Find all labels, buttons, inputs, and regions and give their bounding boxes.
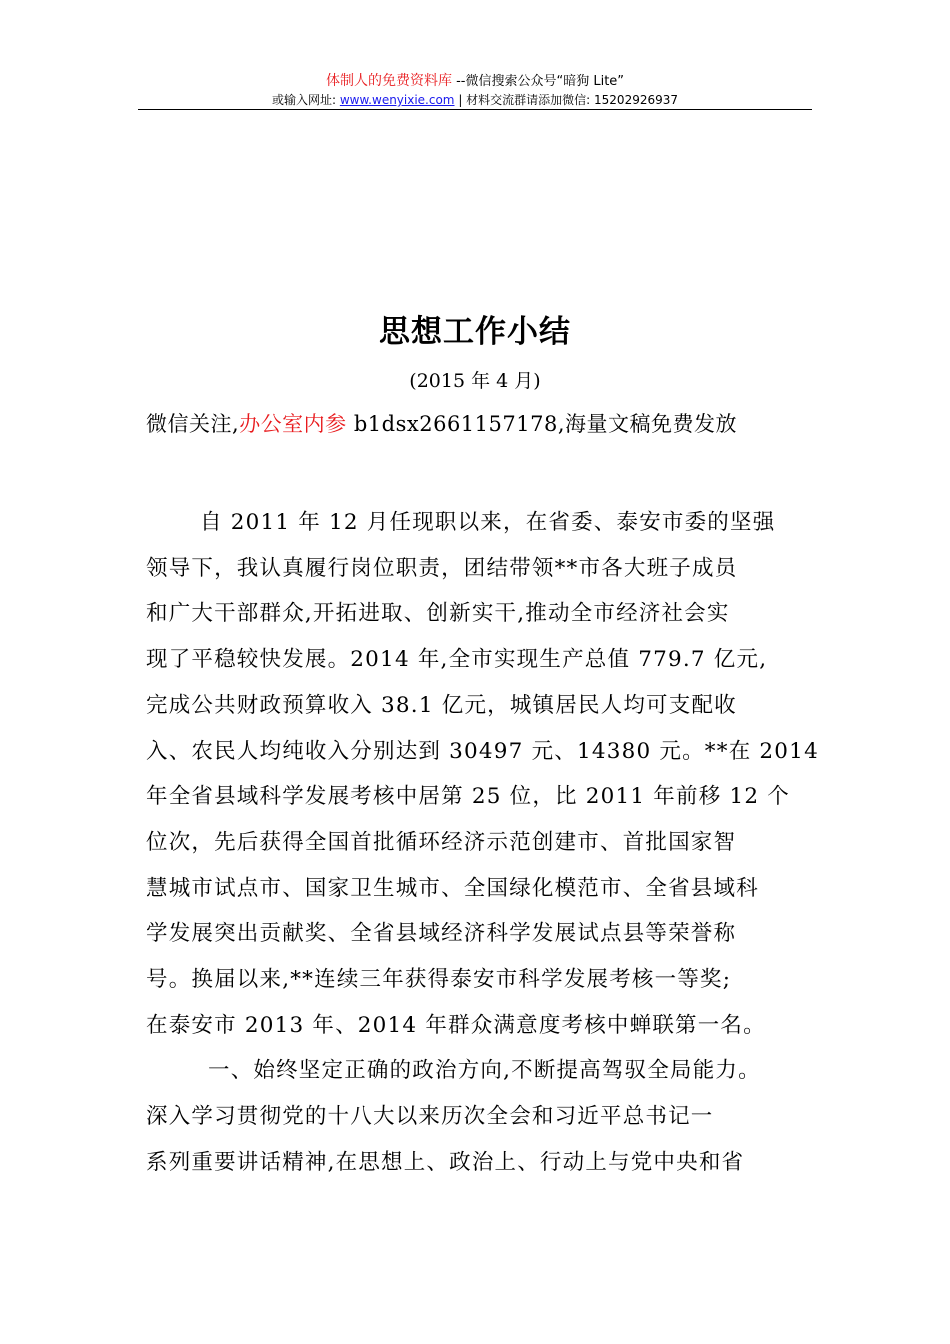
text-line: 和广大干部群众,开拓进取、创新实干,推动全市经济社会实 xyxy=(146,601,730,627)
text-line: 现了平稳较快发展。2014 年,全市实现生产总值 779.7 亿元, xyxy=(146,647,768,673)
promo-prefix: 微信关注, xyxy=(146,412,240,436)
document-date: (2015 年 4 月) xyxy=(409,370,541,392)
website-link[interactable]: www.wenyixie.com xyxy=(339,93,455,107)
header-line-2 xyxy=(138,91,812,109)
paragraph-1 xyxy=(146,500,819,1048)
header-line-1 xyxy=(138,72,812,91)
url-prefix: 或输入网址: xyxy=(271,93,340,107)
text-line: 位次，先后获得全国首批循环经济示范创建市、首批国家智 xyxy=(146,829,737,855)
section-heading-line: 一、始终坚定正确的政治方向,不断提高驾驭全局能力。 xyxy=(208,1058,761,1084)
document-title: 思想工作小结 xyxy=(379,314,571,350)
brand-text: 体制人的免费资料库 xyxy=(325,73,452,89)
document-body xyxy=(146,500,819,1186)
page-header xyxy=(138,72,812,109)
contact-text: | 材料交流群请添加微信: 15202926937 xyxy=(454,93,679,107)
promo-highlight: 办公室内参 xyxy=(239,412,347,436)
header-divider xyxy=(138,109,812,110)
text-line: 完成公共财政预算收入 38.1 亿元，城镇居民人均可支配收 xyxy=(146,692,737,718)
paragraph-2 xyxy=(146,1048,814,1185)
text-line: 慧城市试点市、国家卫生城市、全国绿化模范市、全省县域科 xyxy=(146,875,759,901)
text-line: 自 2011 年 12 月任现职以来，在省委、泰安市委的坚强 xyxy=(200,510,776,535)
text-line: 在泰安市 2013 年、2014 年群众满意度考核中蝉联第一名。 xyxy=(146,1012,766,1038)
wechat-hint: --微信搜索公众号“暗狗 Lite” xyxy=(451,74,625,89)
text-line: 号。换届以来,**连续三年获得泰安市科学发展考核一等奖; xyxy=(146,967,732,993)
text-line: 深入学习贯彻党的十八大以来历次全会和习近平总书记一 xyxy=(146,1104,714,1130)
text-line: 系列重要讲话精神,在思想上、政治上、行动上与党中央和省 xyxy=(146,1149,745,1175)
text-line: 学发展突出贡献奖、全省县域经济科学发展试点县等荣誉称 xyxy=(146,921,737,947)
text-line: 年全省县域科学发展考核中居第 25 位，比 2011 年前移 12 个 xyxy=(146,784,790,810)
promo-line xyxy=(146,408,826,438)
promo-suffix: b1dsx2661157178,海量文稿免费发放 xyxy=(346,412,738,436)
text-line: 入、农民人均纯收入分别达到 30497 元、14380 元。**在 2014 xyxy=(146,738,819,764)
text-line: 领导下，我认真履行岗位职责，团结带领**市各大班子成员 xyxy=(146,555,738,581)
